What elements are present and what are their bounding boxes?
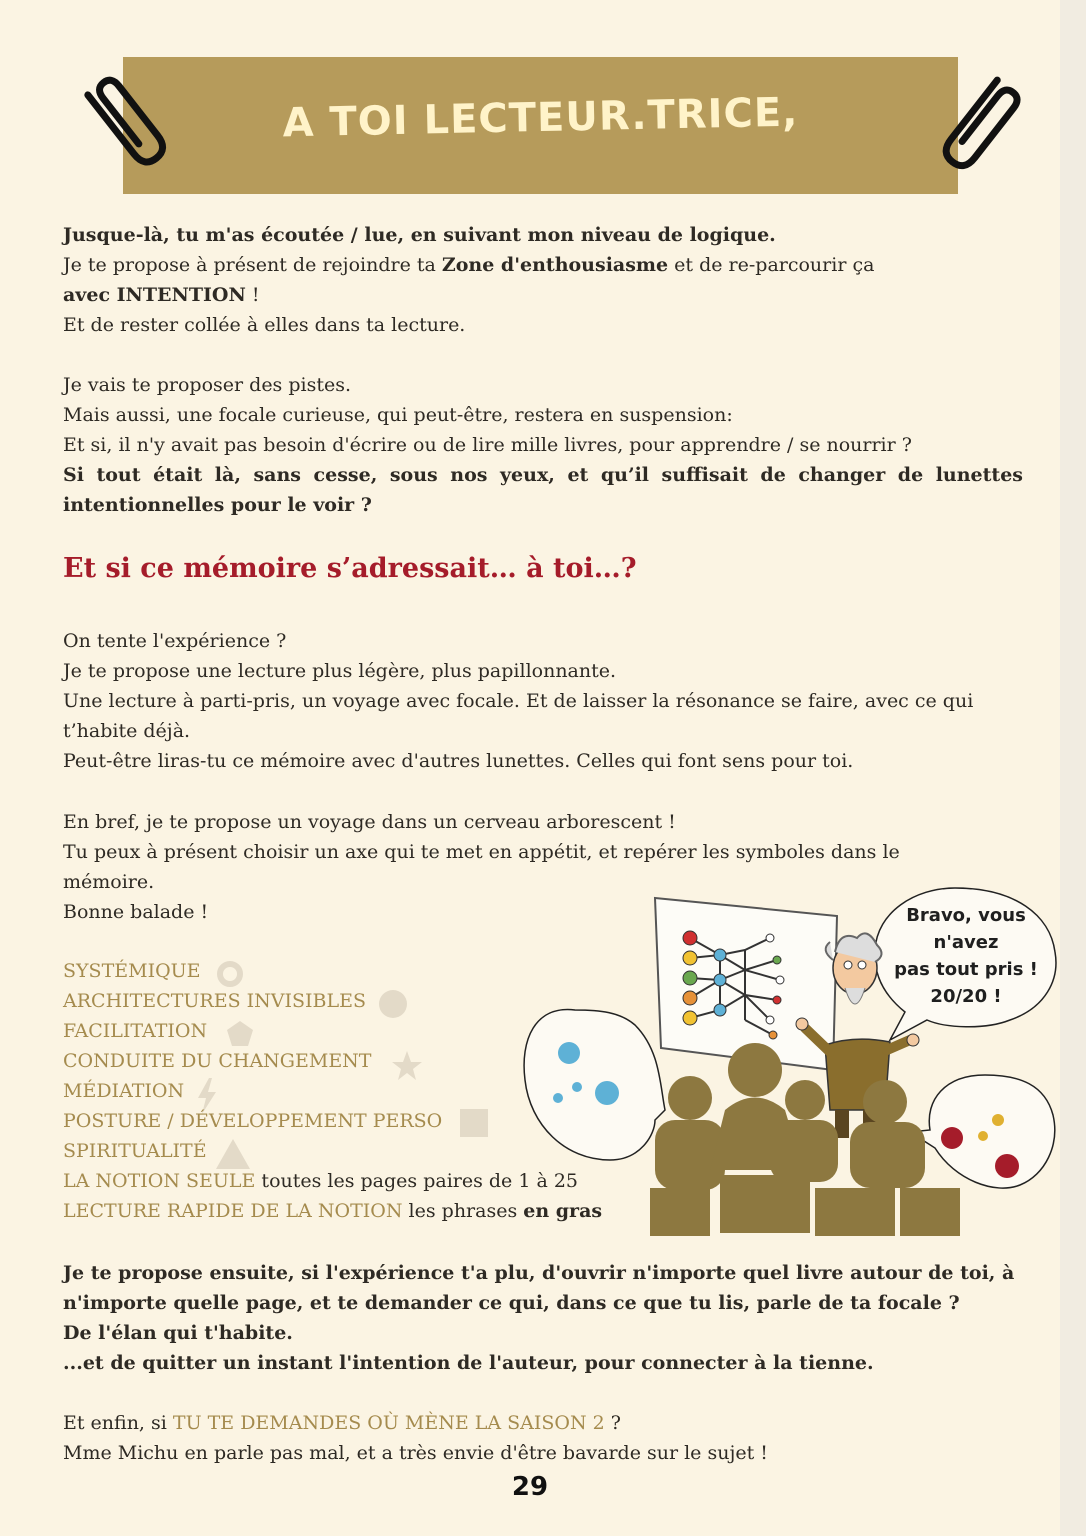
intro-line: Et de rester collée à elles dans ta lecture. (63, 314, 466, 336)
thought-bubble-left (524, 1010, 665, 1160)
ring-icon (215, 959, 245, 989)
after-paragraph (63, 1258, 1023, 1378)
axis-item-architectures: ARCHITECTURES INVISIBLES (63, 986, 663, 1016)
experience-line: On tente l'expérience ? (63, 630, 287, 652)
paths-line: Si tout était là, sans cesse, sous nos yeux, et qu’il suffisait de changer de lunettes intentionnelles pour le voir ? (63, 464, 1023, 516)
travel-line: Bonne balade ! (63, 901, 209, 923)
square-icon (459, 1108, 489, 1138)
axis-item-systemique: SYSTÉMIQUE (63, 956, 663, 986)
page-title: A TOI LECTEUR.TRICE, (282, 89, 799, 147)
title-banner (123, 57, 958, 194)
intro-line: Jusque-là, tu m'as écoutée / lue, en suivant mon niveau de logique. (63, 224, 776, 246)
intro-paragraph (63, 220, 1023, 340)
experience-paragraph (63, 626, 1023, 776)
intro-line: avec INTENTION ! (63, 284, 260, 306)
experience-line: Une lecture à parti-pris, un voyage avec focale. Et de laisser la résonance se faire, avec ce qui t’habite déjà. (63, 690, 974, 742)
page-number: 29 (511, 1472, 549, 1502)
speech-bubble-text: Bravo, vous n'avez pas tout pris ! 20/20 ! (894, 905, 1038, 1007)
pentagon-icon (225, 1019, 255, 1049)
travel-line: En bref, je te propose un voyage dans un cerveau arborescent ! (63, 811, 676, 833)
after-line: Je te propose ensuite, si l'expérience t'a plu, d'ouvrir n'importe quel livre autour de toi, à n'importe quelle page, et te demander ce qui, dans ce que tu lis, parle de ta focale ? (63, 1262, 1015, 1314)
audience-silhouettes (650, 1043, 960, 1236)
paths-line: Je vais te proposer des pistes. (63, 374, 352, 396)
season-paragraph (63, 1408, 1023, 1468)
season-line: Mme Michu en parle pas mal, et a très envie d'être bavarde sur le sujet ! (63, 1442, 768, 1464)
paperclip-icon (78, 68, 173, 178)
after-line: De l'élan qui t'habite. (63, 1322, 293, 1344)
travel-line: Tu peux à présent choisir un axe qui te met en appétit, et repérer les symboles dans le mémoire. (63, 841, 900, 893)
axis-item-mediation: MÉDIATION (63, 1076, 663, 1106)
paths-paragraph (63, 370, 1023, 520)
season-line: Et enfin, si TU TE DEMANDES OÙ MÈNE LA SAISON 2 ? (63, 1412, 621, 1434)
paths-line: Mais aussi, une focale curieuse, qui peut-être, restera en suspension: (63, 404, 733, 426)
paperclip-icon (932, 68, 1027, 178)
section-heading: Et si ce mémoire s’adressait… à toi…? (63, 553, 637, 584)
axis-item-posture: POSTURE / DÉVELOPPEMENT PERSO (63, 1106, 663, 1136)
experience-line: Je te propose une lecture plus légère, plus papillonnante. (63, 660, 617, 682)
after-line: ...et de quitter un instant l'intention de l'auteur, pour connecter à la tienne. (63, 1352, 874, 1374)
experience-line: Peut-être liras-tu ce mémoire avec d'autres lunettes. Celles qui font sens pour toi. (63, 750, 854, 772)
intro-line: Je te propose à présent de rejoindre ta Zone d'enthousiasme et de re-parcourir ça (63, 254, 875, 276)
axis-item-lecture-rapide: LECTURE RAPIDE DE LA NOTION les phrases en gras (63, 1200, 603, 1222)
axis-item-changement: CONDUITE DU CHANGEMENT (63, 1046, 663, 1076)
axis-item-spiritualite: SPIRITUALITÉ (63, 1136, 663, 1166)
axis-item-facilitation: FACILITATION (63, 1016, 663, 1046)
season-link[interactable]: TU TE DEMANDES OÙ MÈNE LA SAISON 2 (172, 1412, 605, 1434)
axis-item-notion-seule: LA NOTION SEULE toutes les pages paires de 1 à 25 (63, 1170, 579, 1192)
paths-line: Et si, il n'y avait pas besoin d'écrire ou de lire mille livres, pour apprendre / se nourrir ? (63, 434, 912, 456)
